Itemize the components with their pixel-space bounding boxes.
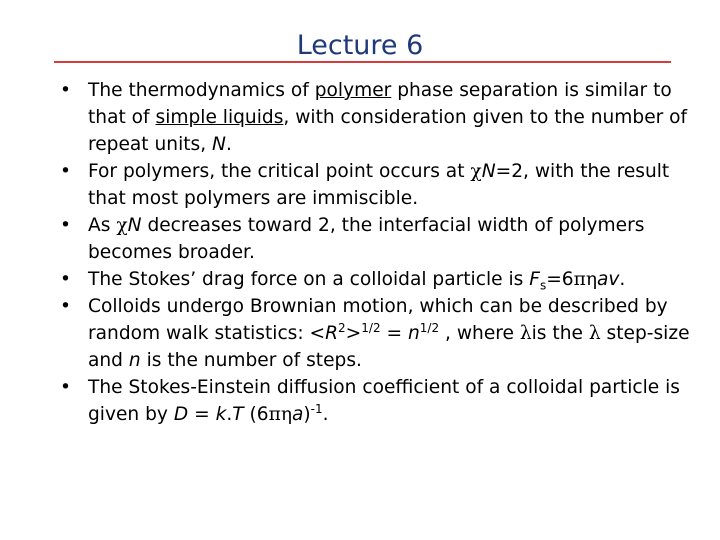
pi-symbol: π <box>268 404 281 425</box>
simple-liquids-link[interactable]: simple liquids <box>155 107 284 128</box>
bullet-item: • For polymers, the critical point occurs at χN=2, with the result that most polymers are immiscible. <box>56 158 696 212</box>
bullet-item: • As χN decreases toward 2, the interfacial width of polymers becomes broader. <box>56 212 696 266</box>
chi-symbol: χ <box>116 215 128 236</box>
eta-symbol: η <box>280 404 292 425</box>
bullet-item: • The Stokes-Einstein diffusion coefficient of a colloidal particle is given by D = k.T $(6\pi\eta a)^{-1}$. <box>56 374 696 428</box>
polymer-link[interactable]: polymer <box>314 80 392 101</box>
bullet-item: • Colloids undergo Brownian motion, which can be described by random walk statistics: $<R^2>^{1/2} = n^{1/2}$ , where λis the λ step-size and n is the number of steps. <box>56 293 696 374</box>
pi-symbol: π <box>573 269 586 290</box>
bullet-item: • The Stokes’ drag force on a colloidal particle is $F_s=6\pi\eta av$. <box>56 266 696 293</box>
lambda-symbol: λ <box>588 323 601 344</box>
lambda-symbol: λ <box>519 323 532 344</box>
chi-symbol: χ <box>470 161 482 182</box>
slide-title: Lecture 6 <box>296 30 424 61</box>
bullet-list <box>56 77 696 428</box>
bullet-item: • The thermodynamics of polymer phase separation is similar to that of simple liquids, with consideration given to the number of repeat units, N. <box>56 77 696 158</box>
eta-symbol: η <box>585 269 597 290</box>
title-underline <box>54 61 671 63</box>
